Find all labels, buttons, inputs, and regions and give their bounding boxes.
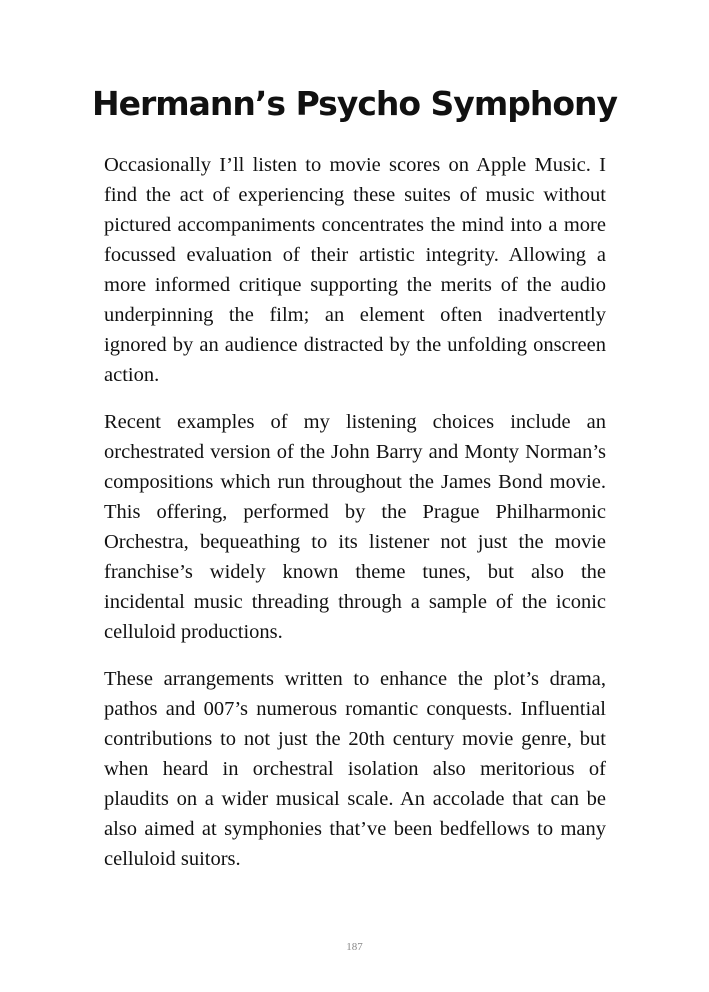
paragraph-3: These arrangements written to enhance the plot’s drama, pathos and 007’s numerous romantic conquests. Influential contributions to not just the 20th century movie genre, but when heard in orchestral isolation also meritorious of plaudits on a wider musical scale. An accolade that can be also aimed at symphonies that’ve been bedfellows to many celluloid suitors. — [104, 668, 606, 870]
page-title: Hermann’s Psycho Symphony — [91, 84, 617, 123]
paragraph-2: Recent examples of my listening choices include an orchestrated version of the John Barry and Monty Norman’s compositions which run throughout the James Bond movie. This offering, performed by the Prague Philharmonic Orchestra, bequeathing to its listener not just the movie franchise’s widely known theme tunes, but also the incidental music threading through a sample of the iconic celluloid productions. — [104, 411, 606, 643]
body-text — [104, 150, 606, 891]
paragraph-1: Occasionally I’ll listen to movie scores on Apple Music. I find the act of experiencing these suites of music without pictured accompaniments concentrates the mind into a more focussed evaluation of their artistic integrity. Allowing a more informed critique supporting the merits of the audio underpinning the film; an element often inadvertently ignored by an audience distracted by the unfolding onscreen action. — [104, 154, 606, 386]
page-number: 187 — [346, 941, 363, 953]
